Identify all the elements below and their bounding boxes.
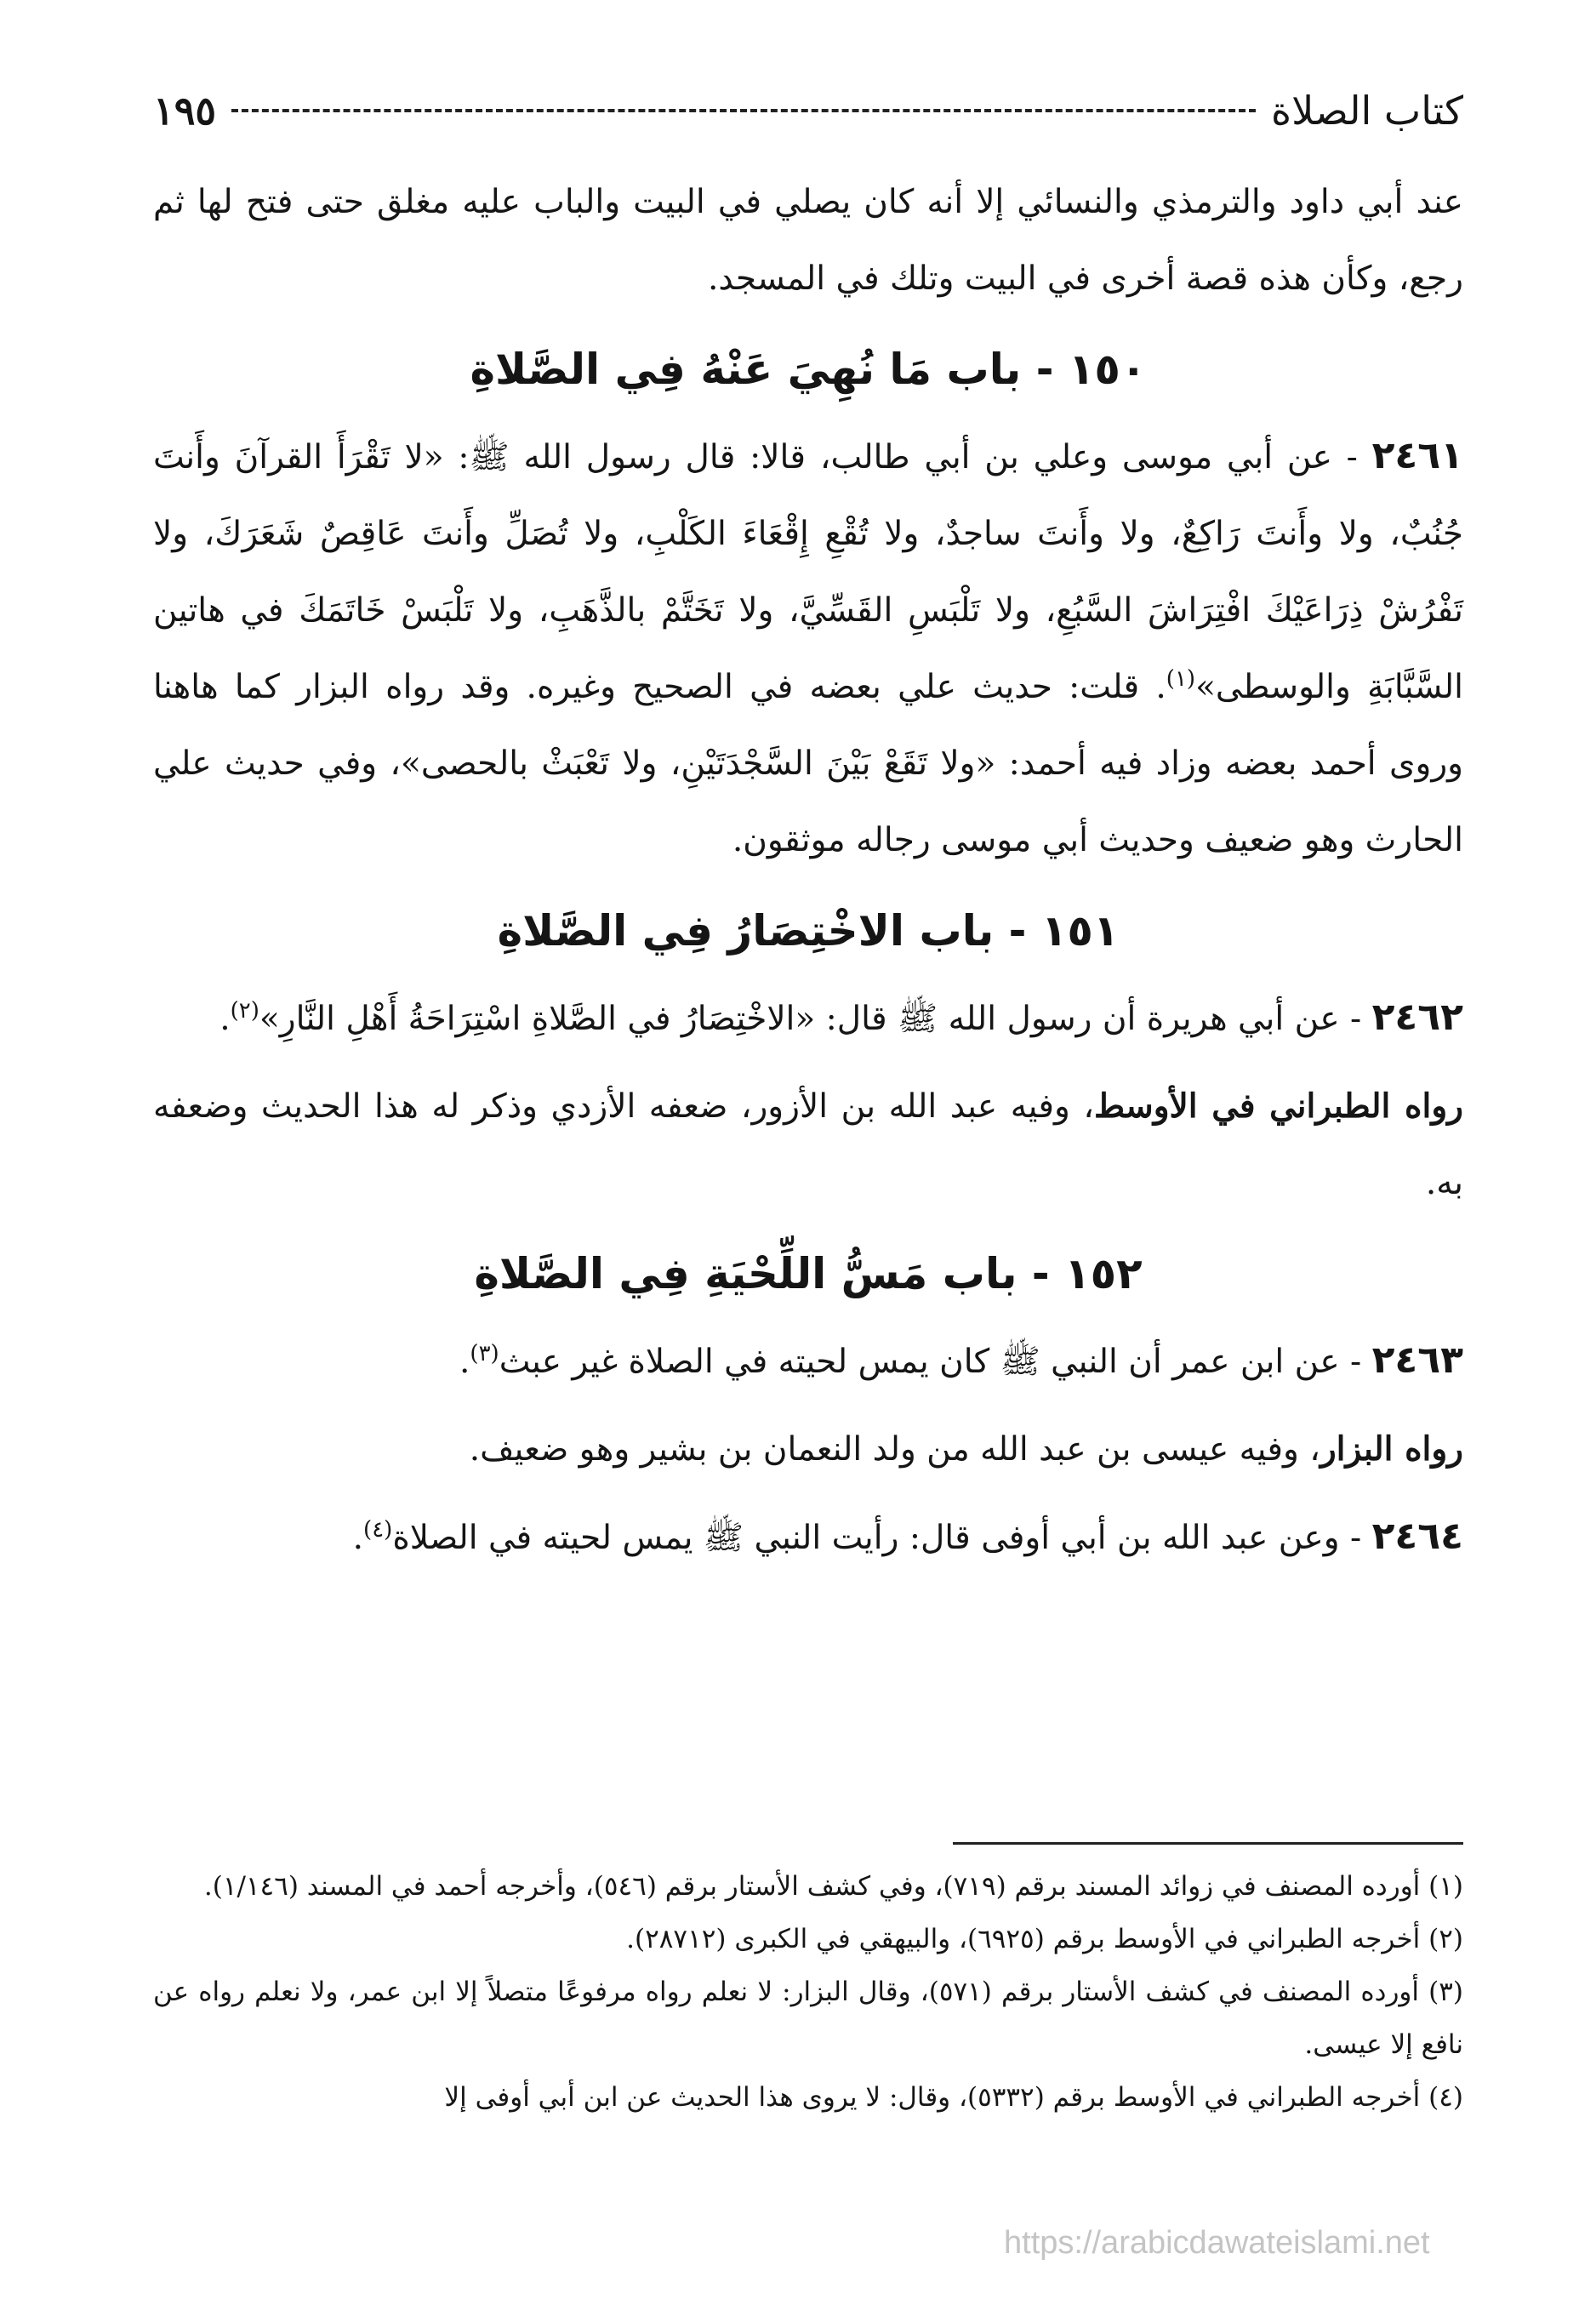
hadith-text: - عن أبي هريرة أن رسول الله ﷺ قال: «الاخْتِصَارُ في الصَّلاةِ اسْتِرَاحَةُ أَهْلِ النَّارِ» xyxy=(259,1000,1372,1038)
hadith-number: ٢٤٦١ xyxy=(1371,434,1463,477)
source-citation: رواه البزار xyxy=(1320,1429,1463,1469)
hadith-2462 xyxy=(153,979,1463,1058)
hadith-2463 xyxy=(153,1322,1463,1401)
footnote-1: (١) أورده المصنف في زوائد المسند برقم (٧١٩)، وفي كشف الأستار برقم (٥٤٦)، وأخرجه أحمد في المسند (١/١٤٦). xyxy=(203,1871,1463,1902)
footnote-ref[interactable]: (٣) xyxy=(470,1341,499,1366)
commentary-text: ، وفيه عيسى بن عبد الله من ولد النعمان بن بشير وهو ضعيف. xyxy=(469,1430,1320,1469)
footnote-4: (٤) أخرجه الطبراني في الأوسط برقم (٥٣٣٢)، وقال: لا يروى هذا الحديث عن ابن أبي أوفى إلا xyxy=(444,2082,1463,2113)
footnote-separator xyxy=(953,1842,1463,1845)
watermark-url: https://arabicdawateislami.net xyxy=(1004,2225,1430,2261)
hadith-text: - عن ابن عمر أن النبي ﷺ كان يمس لحيته في الصلاة غير عبث xyxy=(499,1343,1372,1381)
page-number: ١٩٥ xyxy=(153,88,217,134)
hadith-number: ٢٤٦٢ xyxy=(1371,996,1463,1039)
hadith-end: . xyxy=(352,1519,364,1557)
book-title: كتاب الصلاة xyxy=(1271,88,1463,134)
chapter-heading-152: ١٥٢ - باب مَسُّ اللِّحْيَةِ فِي الصَّلاةِ xyxy=(474,1249,1143,1298)
hadith-end: . xyxy=(459,1343,470,1381)
footnote-ref[interactable]: (١) xyxy=(1166,666,1196,692)
source-citation: رواه الطبراني في الأوسط xyxy=(1094,1087,1463,1126)
footnote-ref[interactable]: (٢) xyxy=(230,998,259,1024)
footnote-2: (٢) أخرجه الطبراني في الأوسط برقم (٦٩٢٥)، والبيهقي في الكبرى (٢٨٧١٢). xyxy=(626,1924,1463,1954)
footnotes-section xyxy=(153,1842,1463,2124)
hadith-2464 xyxy=(153,1498,1463,1577)
header-rule xyxy=(231,109,1256,112)
hadith-2463-commentary xyxy=(153,1411,1463,1488)
hadith-number: ٢٤٦٣ xyxy=(1371,1338,1463,1382)
book-page xyxy=(153,81,1463,2293)
hadith-2461 xyxy=(153,418,1463,879)
footnote-ref[interactable]: (٤) xyxy=(363,1517,393,1543)
page-body xyxy=(153,164,1463,1577)
footnote-3: (٣) أورده المصنف في كشف الأستار برقم (٥٧١)، وقال البزار: لا نعلم رواه مرفوعًا متصلاً إلا ابن عمر، ولا نعلم رواه عن نافع إلا عيسى. xyxy=(153,1977,1464,2060)
chapter-heading-151: ١٥١ - باب الاخْتِصَارُ فِي الصَّلاةِ xyxy=(497,906,1120,956)
chapter-heading-150: ١٥٠ - باب مَا نُهِيَ عَنْهُ فِي الصَّلاةِ xyxy=(470,345,1147,394)
hadith-commentary: . قلت: حديث علي بعضه في الصحيح وغيره. وقد رواه البزار كما هاهنا وروى أحمد بعضه وزاد فيه أحمد: «ولا تَقَعْ بَيْنَ السَّجْدَتَيْنِ، ولا تَعْبَثْ بالحصى»، وفي حديث علي الحارث وهو ضعيف وحديث أبي موسى رجاله موثقون. xyxy=(153,668,1463,859)
hadith-end: . xyxy=(219,1000,231,1038)
running-header xyxy=(153,81,1463,140)
hadith-text: - وعن عبد الله بن أبي أوفى قال: رأيت النبي ﷺ يمس لحيته في الصلاة xyxy=(392,1519,1372,1557)
opening-paragraph: عند أبي داود والترمذي والنسائي إلا أنه كان يصلي في البيت والباب عليه مغلق حتى فتح لها ثم رجع، وكأن هذه قصة أخرى في البيت وتلك في المسجد. xyxy=(153,183,1463,298)
hadith-text: - عن أبي موسى وعلي بن أبي طالب، قالا: قال رسول الله ﷺ: «لا تَقْرَأَ القرآنَ وأَنتَ جُنُبٌ، ولا وأَنتَ رَاكِعٌ، ولا وأَنتَ ساجدٌ، ولا تُقْعِ إِقْعَاءَ الكَلْبِ، ولا تُصَلِّ وأَنتَ عَاقِصٌ شَعَرَكَ، ولا تَفْرُشْ ذِرَاعَيْكَ افْتِرَاشَ السَّبُعِ، ولا تَلْبَسِ القَسِّيَّ، ولا تَخَتَّمْ بالذَّهَبِ، ولا تَلْبَسْ خَاتَمَكَ في هاتين السَّبَّابَةِ والوسطى» xyxy=(153,438,1463,706)
hadith-number: ٢٤٦٤ xyxy=(1371,1515,1463,1558)
commentary-text: ، وفيه عبد الله بن الأزور، ضعفه الأزدي وذكر له هذا الحديث وضعفه به. xyxy=(153,1087,1463,1202)
hadith-2462-commentary xyxy=(153,1068,1463,1222)
